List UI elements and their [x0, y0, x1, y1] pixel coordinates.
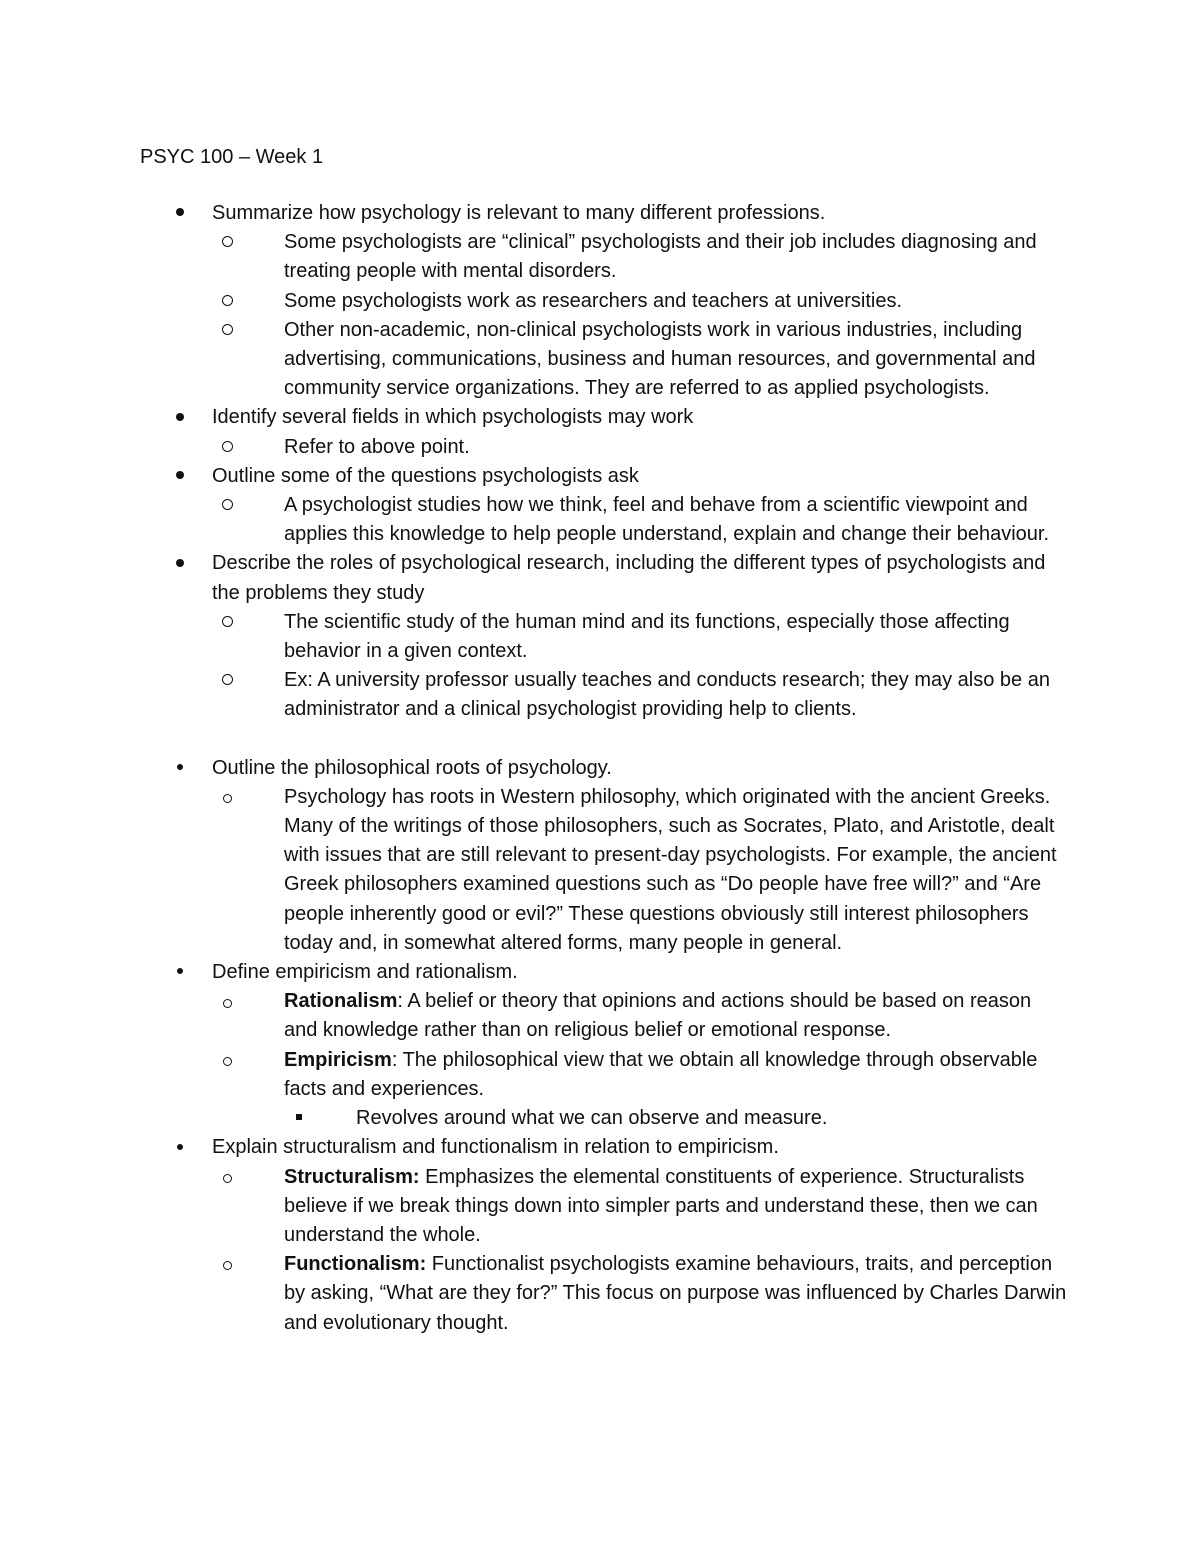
circle-bullet-icon: [215, 316, 239, 345]
sub-list-item-text: Refer to above point.: [284, 435, 470, 458]
list-item-text: Define empiricism and rationalism.: [212, 961, 518, 984]
circle-bullet-icon: [215, 666, 239, 695]
bullet-icon: [168, 462, 192, 491]
sub-list-item: [212, 316, 1070, 404]
list-item: [140, 199, 1070, 403]
term-structuralism: Structuralism:: [284, 1165, 420, 1188]
sub-list: [212, 1163, 1070, 1338]
sub-list-item-text: Psychology has roots in Western philosophy, which originated with the ancient Greeks. Many of the writings of those philosophers, such as Socrates, Plato, and Aristotle, dealt with issues that are still relevant to present-day psychologists. For example, the ancient Greek philosophers examined questions such as “Do people have free will?” and “Are people inherently good or evil?” These questions obviously still interest philosophers today and, in somewhat altered forms, many people in general.: [284, 785, 1057, 954]
sub-list-item: [212, 608, 1070, 666]
sub-list-item: [212, 1046, 1070, 1134]
sub-list-item: [212, 666, 1070, 724]
sub-list-item: [212, 1163, 1070, 1251]
sub-list-item: [212, 987, 1070, 1045]
sub-list-item-text: The scientific study of the human mind and its functions, especially those affecting behavior in a given context.: [284, 610, 1010, 663]
sub-list-item-text: Other non-academic, non-clinical psychologists work in various industries, including advertising, communications, business and human resources, and governmental and community service organizations. They are referred to as applied psychologists.: [284, 318, 1036, 400]
list-item-text: Identify several fields in which psychologists may work: [212, 406, 694, 429]
list-item-text: Outline some of the questions psychologists ask: [212, 464, 639, 487]
definition-structuralism: Emphasizes the elemental constituents of experience. Structuralists believe if we break things down into simpler parts and understand these, then we can understand the whole.: [284, 1165, 1038, 1246]
sub-list-item: [212, 491, 1070, 549]
list-item: [140, 462, 1070, 550]
notes-list: [140, 199, 1070, 1338]
sub-sub-list: [284, 1104, 1070, 1133]
list-item-text: Explain structuralism and functionalism in relation to empiricism.: [212, 1136, 779, 1159]
sub-list-item: [212, 228, 1070, 286]
definition-empiricism: : The philosophical view that we obtain all knowledge through observable facts and experiences.: [284, 1048, 1038, 1100]
term-empiricism: Empiricism: [284, 1048, 392, 1071]
sub-list-item-text: A psychologist studies how we think, feel and behave from a scientific viewpoint and applies this knowledge to help people understand, explain and change their behaviour.: [284, 494, 1049, 546]
bullet-icon: [168, 754, 192, 783]
sub-list: [212, 987, 1070, 1133]
sub-list-item: [212, 287, 1070, 316]
sub-list-item-text: Ex: A university professor usually teaches and conducts research; they may also be an administrator and a clinical psychologist providing help to clients.: [284, 669, 1050, 721]
bullet-icon: [168, 199, 192, 228]
blank-line: [140, 725, 1070, 754]
definition-rationalism: : A belief or theory that opinions and actions should be based on reason and knowledge rather than on religious belief or emotional response.: [284, 990, 1032, 1042]
list-item: [140, 549, 1070, 724]
bullet-icon: [168, 403, 192, 432]
sub-list: [212, 783, 1070, 958]
list-item: [140, 754, 1070, 958]
circle-bullet-icon: [215, 491, 239, 520]
definition-functionalism: Functionalist psychologists examine behaviours, traits, and perception by asking, “What are they for?” This focus on purpose was influenced by Charles Darwin and evolutionary thought.: [284, 1253, 1067, 1334]
circle-bullet-icon: [215, 783, 239, 812]
term-functionalism: Functionalism:: [284, 1253, 427, 1276]
list-item-text: Summarize how psychology is relevant to many different professions.: [212, 202, 826, 224]
bullet-icon: [168, 549, 192, 578]
list-item: [140, 403, 1070, 461]
bullet-icon: [168, 1133, 192, 1162]
document-title: PSYC 100 – Week 1: [140, 146, 324, 168]
bullet-icon: [168, 958, 192, 987]
sub-list: [212, 228, 1070, 403]
sub-list-item-text: Some psychologists work as researchers and teachers at universities.: [284, 289, 903, 312]
sub-list: [212, 491, 1070, 549]
list-item-text: Describe the roles of psychological research, including the different types of psychologists and the problems they study: [212, 552, 1046, 604]
sub-list: [212, 433, 1070, 462]
circle-bullet-icon: [215, 228, 239, 257]
circle-bullet-icon: [215, 608, 239, 637]
circle-bullet-icon: [215, 1250, 239, 1279]
sub-sub-list-item: [284, 1104, 1070, 1133]
list-item-text: Outline the philosophical roots of psychology.: [212, 756, 612, 779]
square-bullet-icon: [287, 1104, 311, 1133]
circle-bullet-icon: [215, 987, 239, 1016]
circle-bullet-icon: [215, 287, 239, 316]
sub-list-item: [212, 783, 1070, 958]
circle-bullet-icon: [215, 1163, 239, 1192]
sub-sub-list-item-text: Revolves around what we can observe and measure.: [356, 1107, 828, 1130]
term-rationalism: Rationalism: [284, 990, 398, 1013]
list-item: [140, 1133, 1070, 1337]
circle-bullet-icon: [215, 433, 239, 462]
sub-list-item: [212, 1250, 1070, 1338]
list-item: [140, 958, 1070, 1133]
sub-list-item-text: Some psychologists are “clinical” psychologists and their job includes diagnosing and treating people with mental disorders.: [284, 231, 1037, 283]
circle-bullet-icon: [215, 1046, 239, 1075]
sub-list: [212, 608, 1070, 725]
sub-list-item: [212, 433, 1070, 462]
